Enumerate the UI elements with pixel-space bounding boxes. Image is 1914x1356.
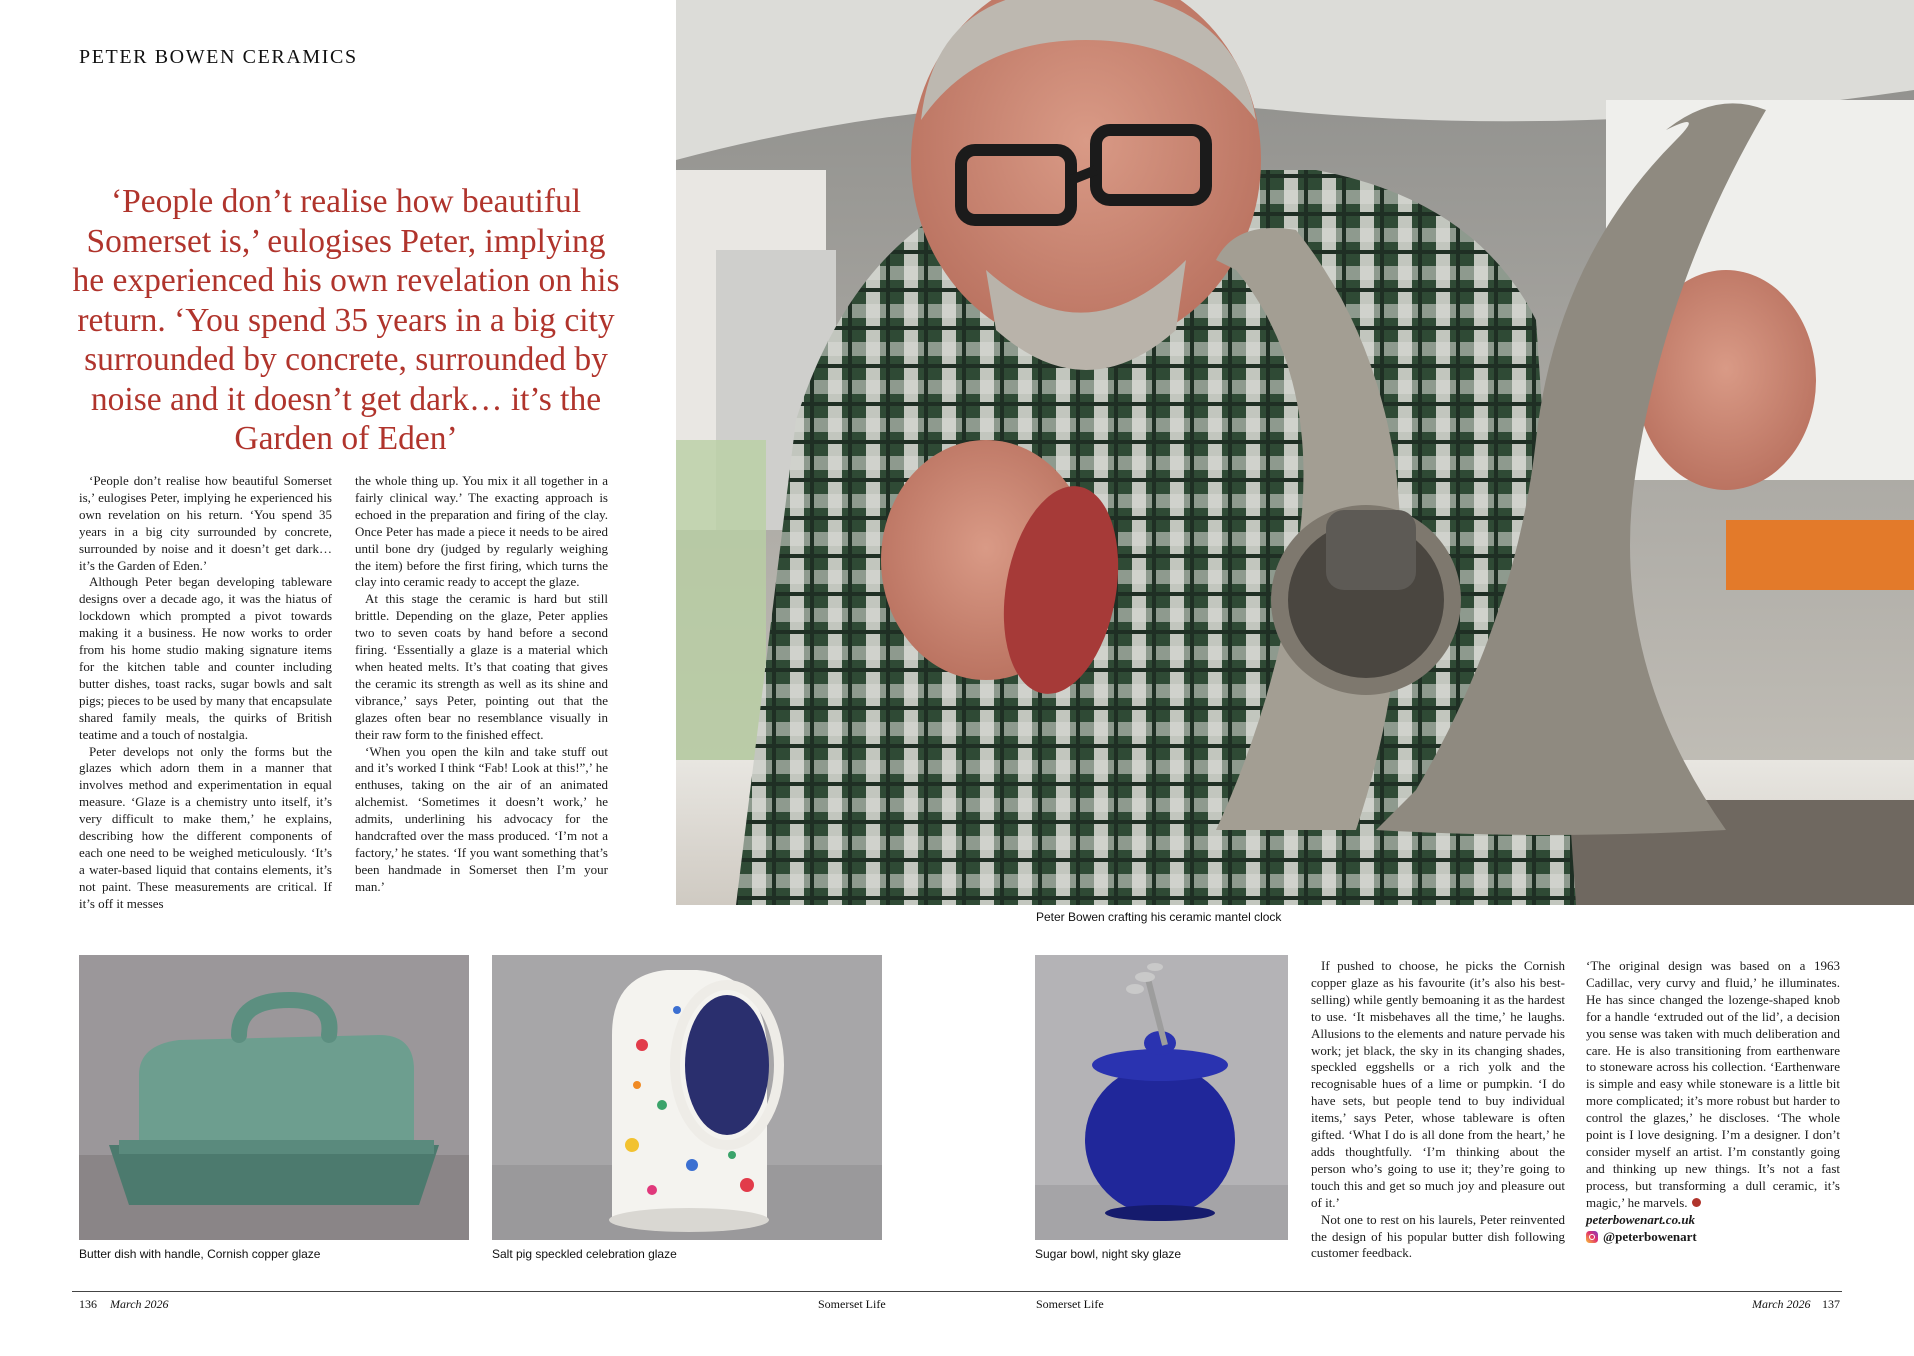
main-photo <box>676 0 1914 905</box>
salt-pig-caption: Salt pig speckled celebration glaze <box>492 1247 677 1261</box>
paragraph: ‘People don’t realise how beautiful Somerset is,’ eulogises Peter, implying he experienced his own revelation on his return. ‘You spend 35 years in a big city surrounded by concrete, surrounded by noise and it doesn’t get dark… it’s the Garden of Eden.’ <box>79 473 332 573</box>
paragraph: At this stage the ceramic is hard but still brittle. Depending on the glaze, Peter applies two to seven coats by hand before a second firing. ‘Essentially a glaze is a material which when heated melts. It’s that coating that gives the ceramic its strength as well as its shine and vibrance,’ says Peter, pointing out that the glazes often bear no resemblance visually in their raw form to the finished effect. <box>355 591 608 742</box>
right-page-number: 137 <box>1822 1297 1840 1311</box>
butter-dish-caption: Butter dish with handle, Cornish copper glaze <box>79 1247 321 1261</box>
main-photo-caption: Peter Bowen crafting his ceramic mantel clock <box>1036 910 1282 924</box>
pull-quote: ‘People don’t realise how beautiful Somerset is,’ eulogises Peter, implying he experienced his own revelation on his return. ‘You spend 35 years in a big city surrounded by concrete, surrounded by noise and it doesn’t get dark… it’s the Garden of Eden’ <box>72 183 620 457</box>
paragraph-text: ‘The original design was based on a 1963 Cadillac, very curvy and fluid,’ he illuminates. He has since changed the lozenge-shaped knob for a handle ‘extruded out of the lid’, a decision you sense was taken with much deliberation and care. He is also transitioning from earthenware to stoneware across his collection. ‘Earthenware is simple and easy while stoneware is a little bit more complicated; it’s more robust but harder to control the glazes,’ he discloses. ‘The whole point is I love designing. I’m a designer. I don’t consider myself an artist. I’m constantly going and thinking up new things. It’s not a fast process, but transforming a dull ceramic, it’s magic,’ he marvels. <box>1586 958 1840 1210</box>
paragraph: If pushed to choose, he picks the Cornish copper glaze as his favourite (it’s also his best-selling) while gently bemoaning it as the hardest to use. ‘It misbehaves all the time,’ he laughs. Allusions to the elements and nature pervade his work; jet black, the sky in its changing shades, speckled eggshells or a rich yolk and the recognisable hues of a lime or pumpkin. ‘I do have sets, but people tend to buy individual items,’ says Peter, whose tableware is often gifted. ‘What I do is all done from the heart,’ he adds thoughtfully. ‘I’m thinking about the person who’s going to use it; they’re going to touch this and get so much joy and pleasure out of it.’ <box>1311 958 1565 1210</box>
salt-pig-photo <box>492 955 882 1240</box>
paragraph: Peter develops not only the forms but the glazes which adorn them in a manner that involves method and experimentation in equal measure. ‘Glaze is a chemistry unto itself, it’s very difficult to make them,’ he explains, describing how the different components of each one need to be weighed meticulously. ‘It’s a water-based liquid that contains elements, it’s not paint. These measurements are critical. If it’s off it messes <box>79 743 332 911</box>
right-issue-date-text: March 2026 <box>1752 1297 1811 1311</box>
footer-rule <box>72 1291 1842 1292</box>
paragraph: ‘When you open the kiln and take stuff out and it’s worked I think “Fab! Look at this!”,’ he enthuses, taking on the air of an animated alchemist. ‘Sometimes it doesn’t work,’ he admits, underlining his advocacy for the handcrafted over the mass produced. ‘I’m not a factory,’ he states. ‘If you want something that’s been handmade in Somerset then I’m your man.’ <box>355 743 608 894</box>
paragraph: the whole thing up. You mix it all together in a fairly clinical way.’ The exacting approach is echoed in the preparation and firing of the clay. Once Peter has made a piece it needs to be aired until bone dry (judged by regularly weighing the item) before the first firing, which turns the clay into ceramic ready to accept the glaze. <box>355 473 608 590</box>
article-column-1 <box>79 473 332 913</box>
article-column-2 <box>355 473 608 896</box>
article-column-3 <box>1311 958 1565 1262</box>
sugar-bowl-caption: Sugar bowl, night sky glaze <box>1035 1247 1182 1261</box>
salt-pig-illustration <box>492 955 882 1240</box>
article-column-4 <box>1586 958 1840 1245</box>
sugar-bowl-photo <box>1035 955 1288 1240</box>
sugar-bowl-illustration <box>1035 955 1288 1240</box>
paragraph: Not one to rest on his laurels, Peter reinvented the design of his popular butter dish following customer feedback. <box>1311 1211 1565 1261</box>
instagram-icon <box>1586 1231 1598 1243</box>
website-link[interactable]: peterbowenart.co.uk <box>1586 1211 1696 1227</box>
left-issue-date-text: March 2026 <box>110 1297 169 1311</box>
paragraph: Although Peter began developing tableware designs over a decade ago, it was the hiatus of lockdown which prompted a pivot towards making it a business. He now works to order from his home studio making signature items for the kitchen table and counter including butter dishes, toast racks, sugar bowls and salt pigs; pieces to be used by many that encapsulate shared family meals, the quirks of British teatime and a touch of nostalgia. <box>79 574 332 742</box>
right-magazine-name: Somerset Life <box>1036 1297 1104 1311</box>
paragraph <box>1586 958 1840 1212</box>
instagram-text: @peterbowenart <box>1603 1228 1697 1244</box>
section-label: PETER BOWEN CERAMICS <box>79 46 358 68</box>
instagram-handle[interactable] <box>1586 1229 1840 1246</box>
end-mark-icon <box>1692 1198 1701 1207</box>
potter-photo-illustration <box>676 0 1914 905</box>
right-issue-date <box>1752 1297 1811 1312</box>
butter-dish-photo <box>79 955 469 1240</box>
left-magazine-name: Somerset Life <box>818 1297 886 1311</box>
left-page-number: 136 <box>79 1297 97 1311</box>
left-issue-date <box>110 1297 169 1312</box>
butter-dish-illustration <box>79 955 469 1240</box>
